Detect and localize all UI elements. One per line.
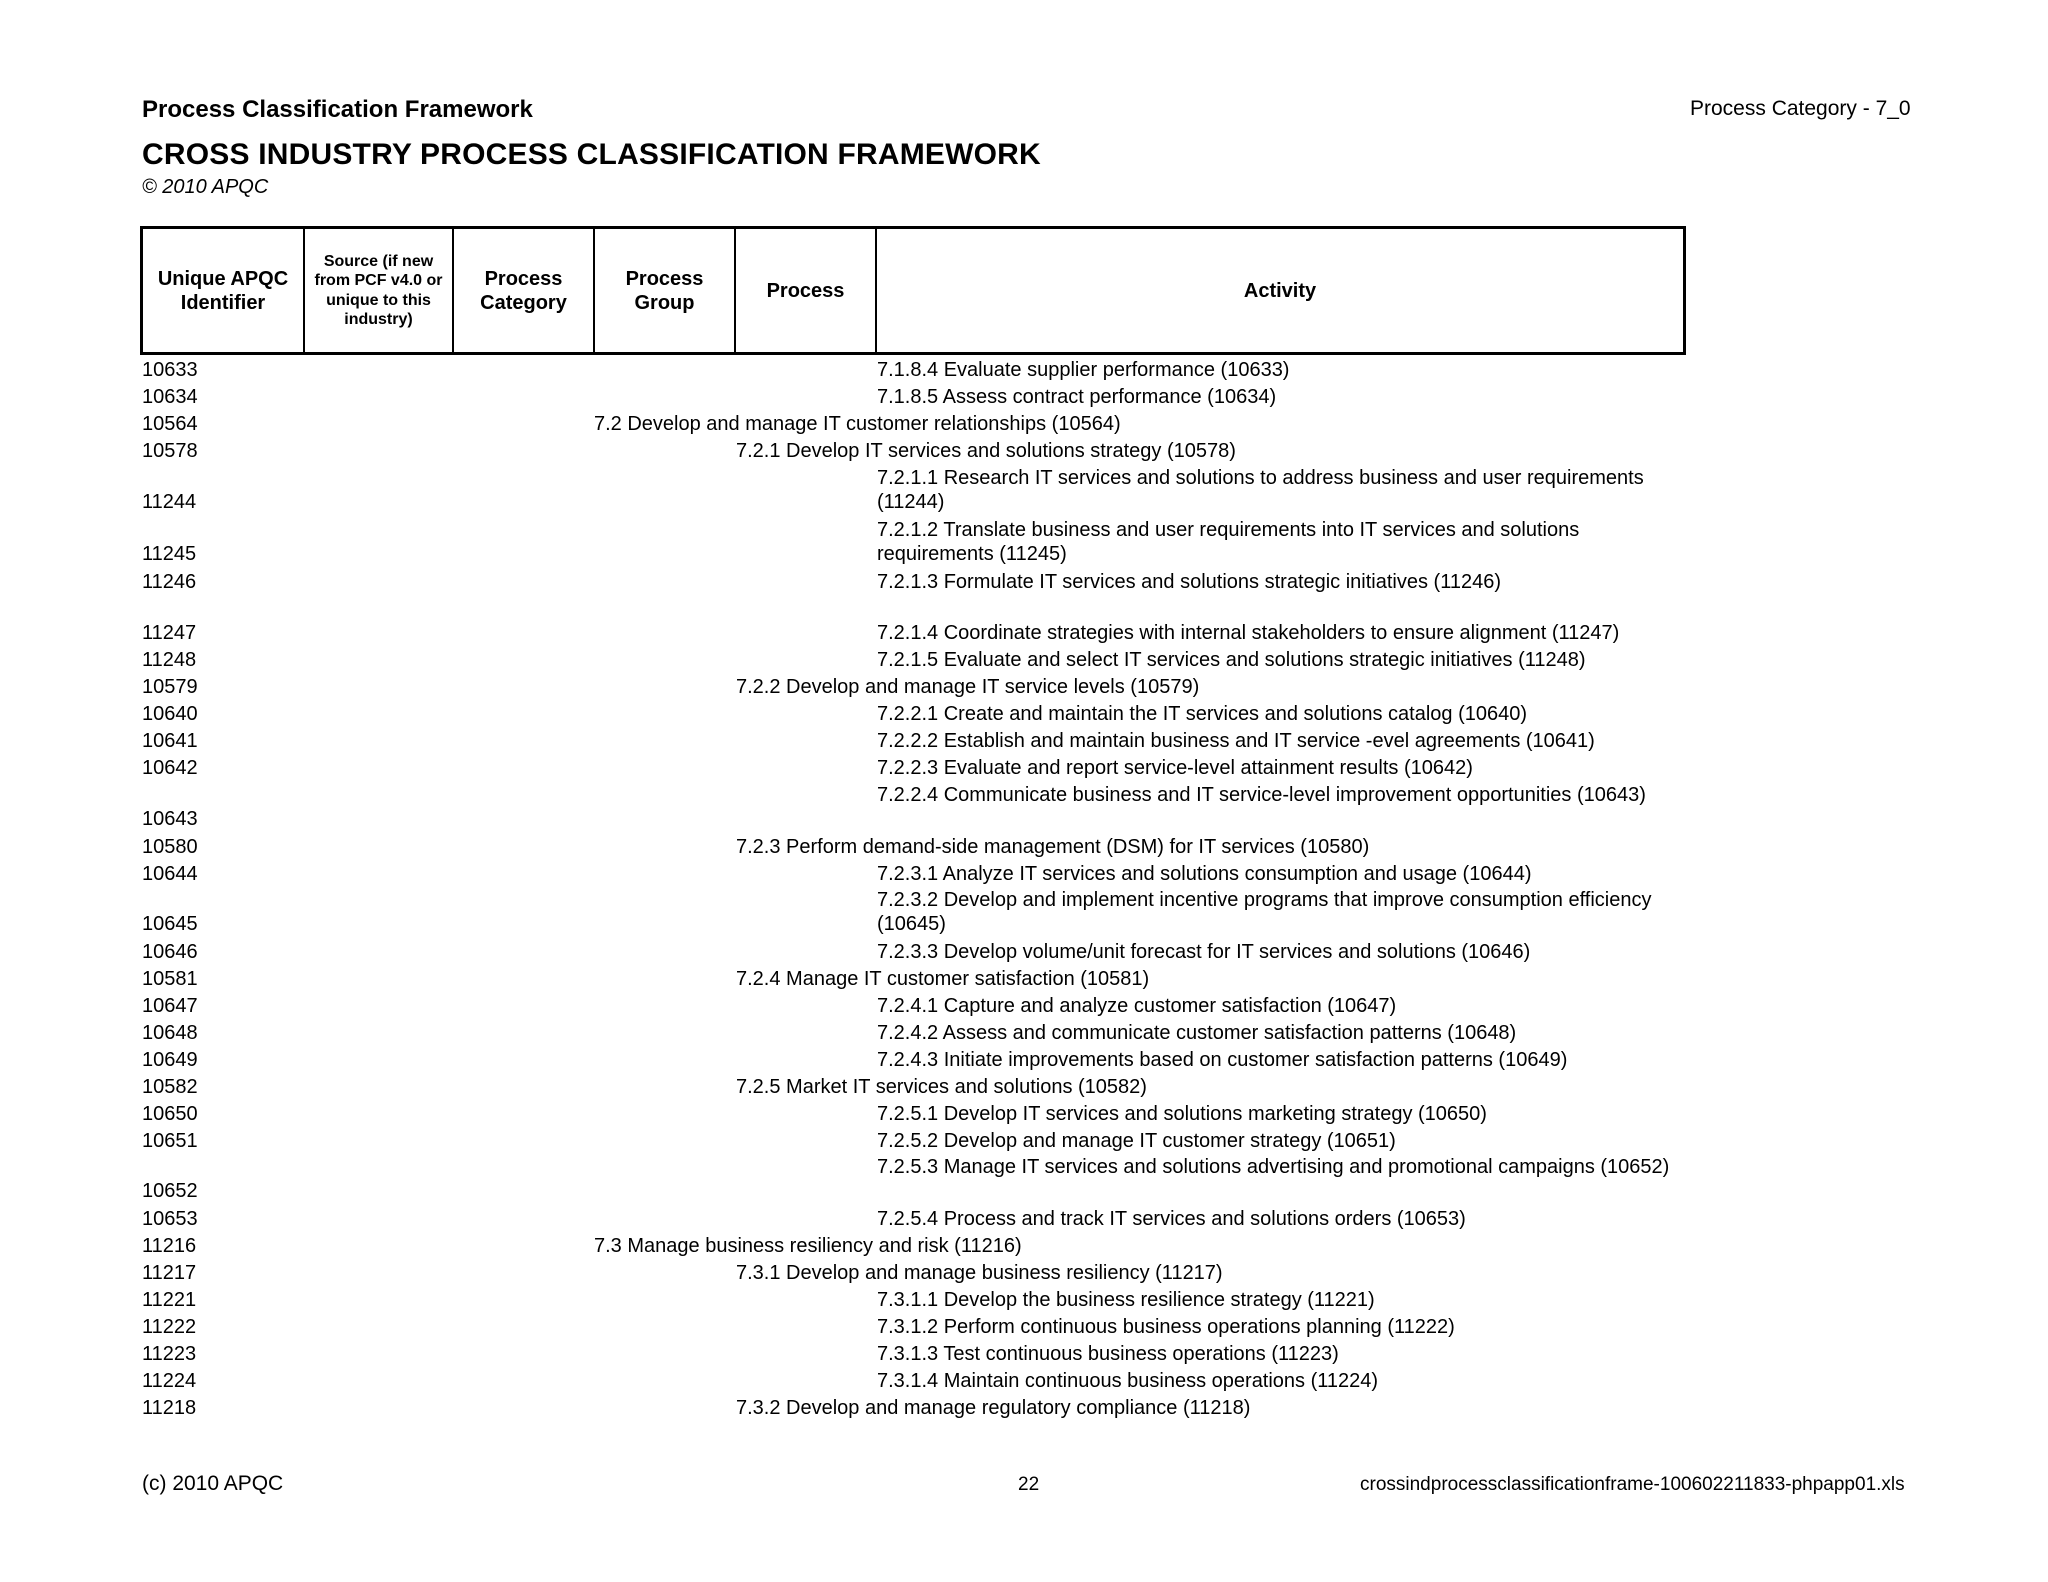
row-id: 10578 xyxy=(142,440,198,462)
row-text: 7.2.1.3 Formulate IT services and solutions strategic initiatives (11246) xyxy=(877,571,1502,593)
row-id: 11216 xyxy=(142,1235,197,1257)
row-text: 7.3.1.4 Maintain continuous business operations (11224) xyxy=(877,1370,1379,1392)
row-text: 7.2.2.1 Create and maintain the IT services and solutions catalog (10640) xyxy=(877,703,1528,725)
row-text: 7.2.2 Develop and manage IT service levels (10579) xyxy=(736,676,1200,698)
row-id: 10640 xyxy=(142,703,198,725)
row-id: 10643 xyxy=(142,808,198,830)
row-text: 7.2.1.5 Evaluate and select IT services and solutions strategic initiatives (11248) xyxy=(877,649,1586,671)
row-text: 7.3.1.2 Perform continuous business operations planning (11222) xyxy=(877,1316,1455,1338)
row-id: 11248 xyxy=(142,649,197,671)
row-id: 10582 xyxy=(142,1076,198,1098)
row-id: 10652 xyxy=(142,1180,198,1202)
row-text: 7.2.4.3 Initiate improvements based on customer satisfaction patterns (10649) xyxy=(877,1049,1568,1071)
row-text: 7.2.3.2 Develop and implement incentive programs that improve consumption efficiency (10645) xyxy=(877,889,1652,935)
table-row xyxy=(0,358,2048,382)
row-id: 11217 xyxy=(142,1262,197,1284)
column-header-category: Process Category xyxy=(454,229,595,352)
row-text: 7.2.3.3 Develop volume/unit forecast for IT services and solutions (10646) xyxy=(877,941,1531,963)
row-id: 10646 xyxy=(142,941,198,963)
table-row xyxy=(0,439,2048,463)
row-text: 7.2.1.4 Coordinate strategies with internal stakeholders to ensure alignment (11247) xyxy=(877,622,1620,644)
row-id: 11224 xyxy=(142,1370,197,1392)
table-row xyxy=(0,1261,2048,1285)
row-id: 10651 xyxy=(142,1130,198,1152)
table-row xyxy=(0,385,2048,409)
row-text: 7.3 Manage business resiliency and risk (11216) xyxy=(594,1235,1022,1257)
table-row xyxy=(0,888,2048,936)
row-text: 7.2.4.1 Capture and analyze customer satisfaction (10647) xyxy=(877,995,1397,1017)
table-row xyxy=(0,1048,2048,1072)
row-id: 10653 xyxy=(142,1208,198,1230)
table-row xyxy=(0,1369,2048,1393)
copyright-notice: © 2010 APQC xyxy=(142,176,269,198)
row-text: 7.2.2.2 Establish and maintain business and IT service -evel agreements (10641) xyxy=(877,730,1595,752)
table-row xyxy=(0,702,2048,726)
row-text: 7.2.5 Market IT services and solutions (10582) xyxy=(736,1076,1147,1098)
table-row xyxy=(0,994,2048,1018)
row-text: 7.1.8.4 Evaluate supplier performance (10633) xyxy=(877,359,1290,381)
row-id: 10641 xyxy=(142,730,198,752)
row-text: 7.2.4 Manage IT customer satisfaction (10581) xyxy=(736,968,1150,990)
row-id: 10648 xyxy=(142,1022,198,1044)
row-id: 10579 xyxy=(142,676,198,698)
table-row xyxy=(0,1315,2048,1339)
row-text: 7.3.1 Develop and manage business resiliency (11217) xyxy=(736,1262,1223,1284)
table-row xyxy=(0,835,2048,859)
process-category-label: Process Category - 7_0 xyxy=(1690,97,1911,120)
row-text: 7.2 Develop and manage IT customer relationships (10564) xyxy=(594,413,1121,435)
table-row xyxy=(0,967,2048,991)
row-id: 11245 xyxy=(142,543,197,565)
table-row xyxy=(0,466,2048,514)
row-id: 10649 xyxy=(142,1049,198,1071)
row-text: 7.3.2 Develop and manage regulatory compliance (11218) xyxy=(736,1397,1251,1419)
row-id: 10580 xyxy=(142,836,198,858)
footer-filename: crossindprocessclassificationframe-100602211833-phpapp01.xls xyxy=(1360,1474,1905,1495)
table-row xyxy=(0,621,2048,645)
row-text: 7.2.5.1 Develop IT services and solutions marketing strategy (10650) xyxy=(877,1103,1487,1125)
row-id: 10634 xyxy=(142,386,198,408)
row-id: 10581 xyxy=(142,968,198,990)
footer-copyright: (c) 2010 APQC xyxy=(142,1472,284,1495)
row-text: 7.2.3 Perform demand-side management (DSM) for IT services (10580) xyxy=(736,836,1370,858)
row-id: 10644 xyxy=(142,863,198,885)
row-text: 7.2.2.4 Communicate business and IT service-level improvement opportunities (10643) xyxy=(877,784,1646,806)
row-id: 11246 xyxy=(142,571,197,593)
table-row xyxy=(0,940,2048,964)
row-id: 10645 xyxy=(142,913,198,935)
row-text: 7.2.1 Develop IT services and solutions strategy (10578) xyxy=(736,440,1236,462)
row-text: 7.2.1.1 Research IT services and solutions to address business and user requirements (11244) xyxy=(877,467,1644,513)
row-text: 7.2.5.4 Process and track IT services and solutions orders (10653) xyxy=(877,1208,1466,1230)
row-text: 7.2.3.1 Analyze IT services and solutions consumption and usage (10644) xyxy=(877,863,1532,885)
row-text: 7.2.4.2 Assess and communicate customer satisfaction patterns (10648) xyxy=(877,1022,1517,1044)
table-row xyxy=(0,1021,2048,1045)
row-text: 7.2.2.3 Evaluate and report service-level attainment results (10642) xyxy=(877,757,1473,779)
table-row xyxy=(0,1075,2048,1099)
row-id: 10633 xyxy=(142,359,198,381)
row-text: 7.3.1.3 Test continuous business operations (11223) xyxy=(877,1343,1339,1365)
row-id: 11223 xyxy=(142,1343,197,1365)
table-header xyxy=(140,226,1686,355)
table-row xyxy=(0,1342,2048,1366)
table-row xyxy=(0,675,2048,699)
row-id: 11247 xyxy=(142,622,197,644)
table-row xyxy=(0,1155,2048,1203)
document-header-title: Process Classification Framework xyxy=(142,96,533,123)
row-text: 7.1.8.5 Assess contract performance (10634) xyxy=(877,386,1277,408)
row-text: 7.3.1.1 Develop the business resilience strategy (11221) xyxy=(877,1289,1375,1311)
row-id: 11222 xyxy=(142,1316,197,1338)
column-header-source: Source (if new from PCF v4.0 or unique to this industry) xyxy=(305,229,454,352)
table-row xyxy=(0,518,2048,566)
row-text: 7.2.5.2 Develop and manage IT customer strategy (10651) xyxy=(877,1130,1396,1152)
page-title: CROSS INDUSTRY PROCESS CLASSIFICATION FRAMEWORK xyxy=(142,138,1041,171)
table-row xyxy=(0,1102,2048,1126)
column-header-process: Process xyxy=(736,229,877,352)
row-id: 11221 xyxy=(142,1289,197,1311)
table-row xyxy=(0,862,2048,886)
table-row xyxy=(0,1288,2048,1312)
row-text: 7.2.5.3 Manage IT services and solutions advertising and promotional campaigns (10652) xyxy=(877,1156,1670,1178)
page-number: 22 xyxy=(1018,1474,1040,1495)
table-row xyxy=(0,756,2048,780)
column-header-id: Unique APQC Identifier xyxy=(143,229,305,352)
row-id: 10642 xyxy=(142,757,198,779)
table-row xyxy=(0,783,2048,831)
table-row xyxy=(0,648,2048,672)
table-row xyxy=(0,412,2048,436)
row-id: 10650 xyxy=(142,1103,198,1125)
row-text: 7.2.1.2 Translate business and user requirements into IT services and solutions requirements (11245) xyxy=(877,519,1580,565)
row-id: 11218 xyxy=(142,1397,197,1419)
table-row xyxy=(0,1129,2048,1153)
table-row xyxy=(0,1234,2048,1258)
table-row xyxy=(0,1396,2048,1420)
row-id: 11244 xyxy=(142,491,197,513)
column-header-activity: Activity xyxy=(1243,279,1317,302)
column-header-group: Process Group xyxy=(595,229,736,352)
row-id: 10564 xyxy=(142,413,198,435)
table-row xyxy=(0,1207,2048,1231)
table-row xyxy=(0,570,2048,594)
table-row xyxy=(0,729,2048,753)
row-id: 10647 xyxy=(142,995,198,1017)
